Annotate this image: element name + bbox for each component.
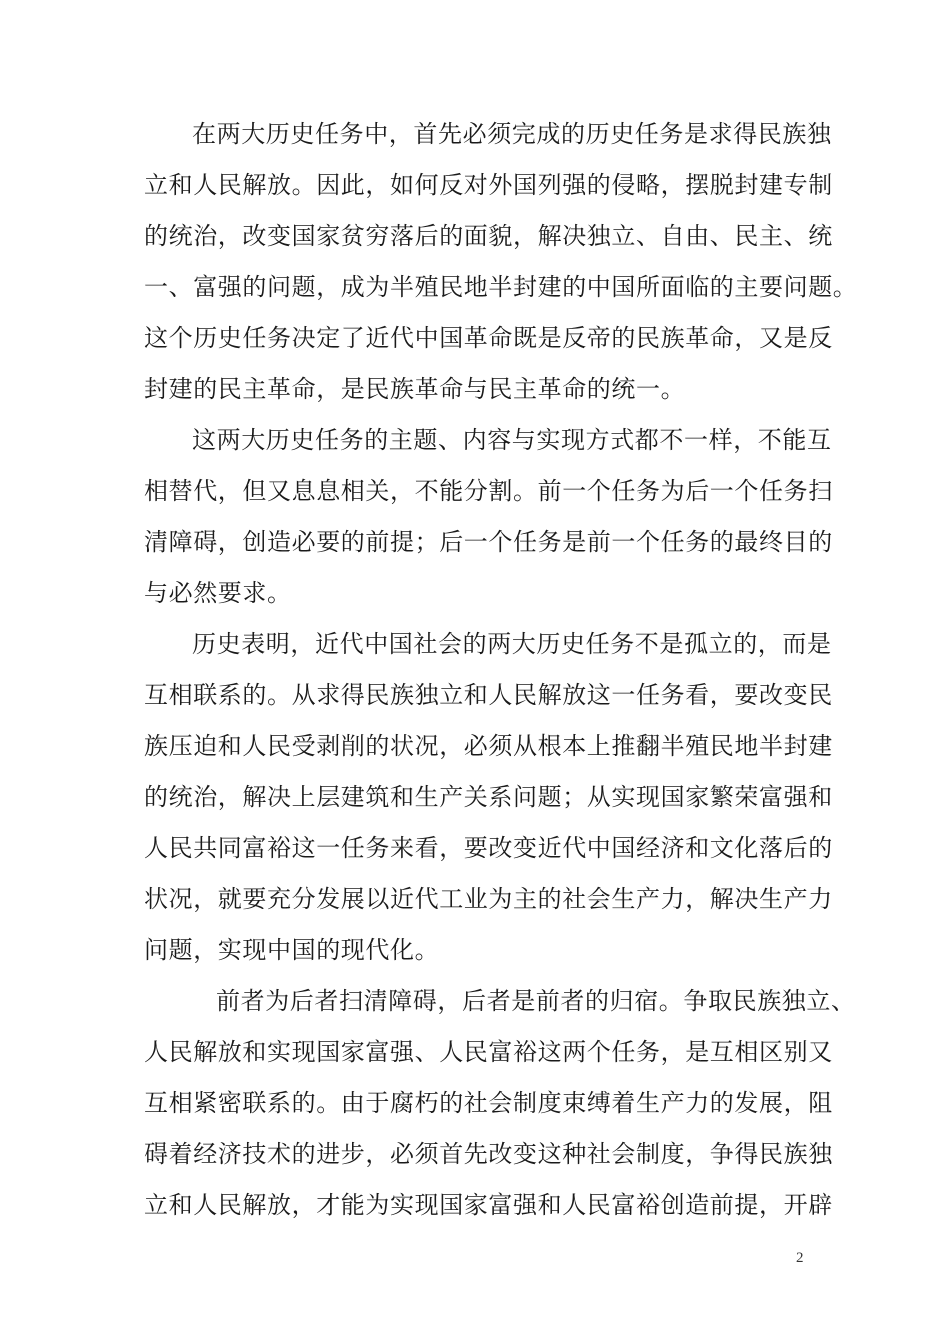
text-line: 历史表明，近代中国社会的两大历史任务不是孤立的，而是 (192, 630, 832, 658)
text-line: 的统治，改变国家贫穷落后的面貌，解决独立、自由、民主、统 (144, 222, 833, 250)
text-line: 立和人民解放。因此，如何反对外国列强的侵略，摆脱封建专制 (144, 171, 833, 199)
text-line: 前者为后者扫清障碍，后者是前者的归宿。争取民族独立、 (216, 987, 856, 1015)
text-line: 相替代，但又息息相关，不能分割。前一个任务为后一个任务扫 (144, 477, 833, 505)
text-line: 在两大历史任务中，首先必须完成的历史任务是求得民族独 (192, 120, 832, 148)
text-line: 族压迫和人民受剥削的状况，必须从根本上推翻半殖民地半封建 (144, 732, 833, 760)
text-line: 人民共同富裕这一任务来看，要改变近代中国经济和文化落后的 (144, 834, 833, 862)
text-line: 互相联系的。从求得民族独立和人民解放这一任务看，要改变民 (144, 681, 833, 709)
text-line: 立和人民解放，才能为实现国家富强和人民富裕创造前提，开辟 (144, 1191, 833, 1219)
text-line: 问题，实现中国的现代化。 (144, 936, 440, 964)
text-line: 互相紧密联系的。由于腐朽的社会制度束缚着生产力的发展，阻 (144, 1089, 833, 1117)
text-line: 人民解放和实现国家富强、人民富裕这两个任务，是互相区别又 (144, 1038, 833, 1066)
page-number: 2 (796, 1250, 804, 1266)
text-line: 这两大历史任务的主题、内容与实现方式都不一样，不能互 (192, 426, 832, 454)
text-line: 与必然要求。 (144, 579, 292, 607)
text-line: 这个历史任务决定了近代中国革命既是反帝的民族革命，又是反 (144, 324, 833, 352)
text-line: 碍着经济技术的进步，必须首先改变这种社会制度，争得民族独 (144, 1140, 833, 1168)
text-line: 清障碍，创造必要的前提；后一个任务是前一个任务的最终目的 (144, 528, 833, 556)
text-line: 的统治，解决上层建筑和生产关系问题；从实现国家繁荣富强和 (144, 783, 833, 811)
text-line: 一、富强的问题，成为半殖民地半封建的中国所面临的主要问题。 (144, 273, 858, 301)
text-line: 封建的民主革命，是民族革命与民主革命的统一。 (144, 375, 686, 403)
text-line: 状况，就要充分发展以近代工业为主的社会生产力，解决生产力 (144, 885, 833, 913)
